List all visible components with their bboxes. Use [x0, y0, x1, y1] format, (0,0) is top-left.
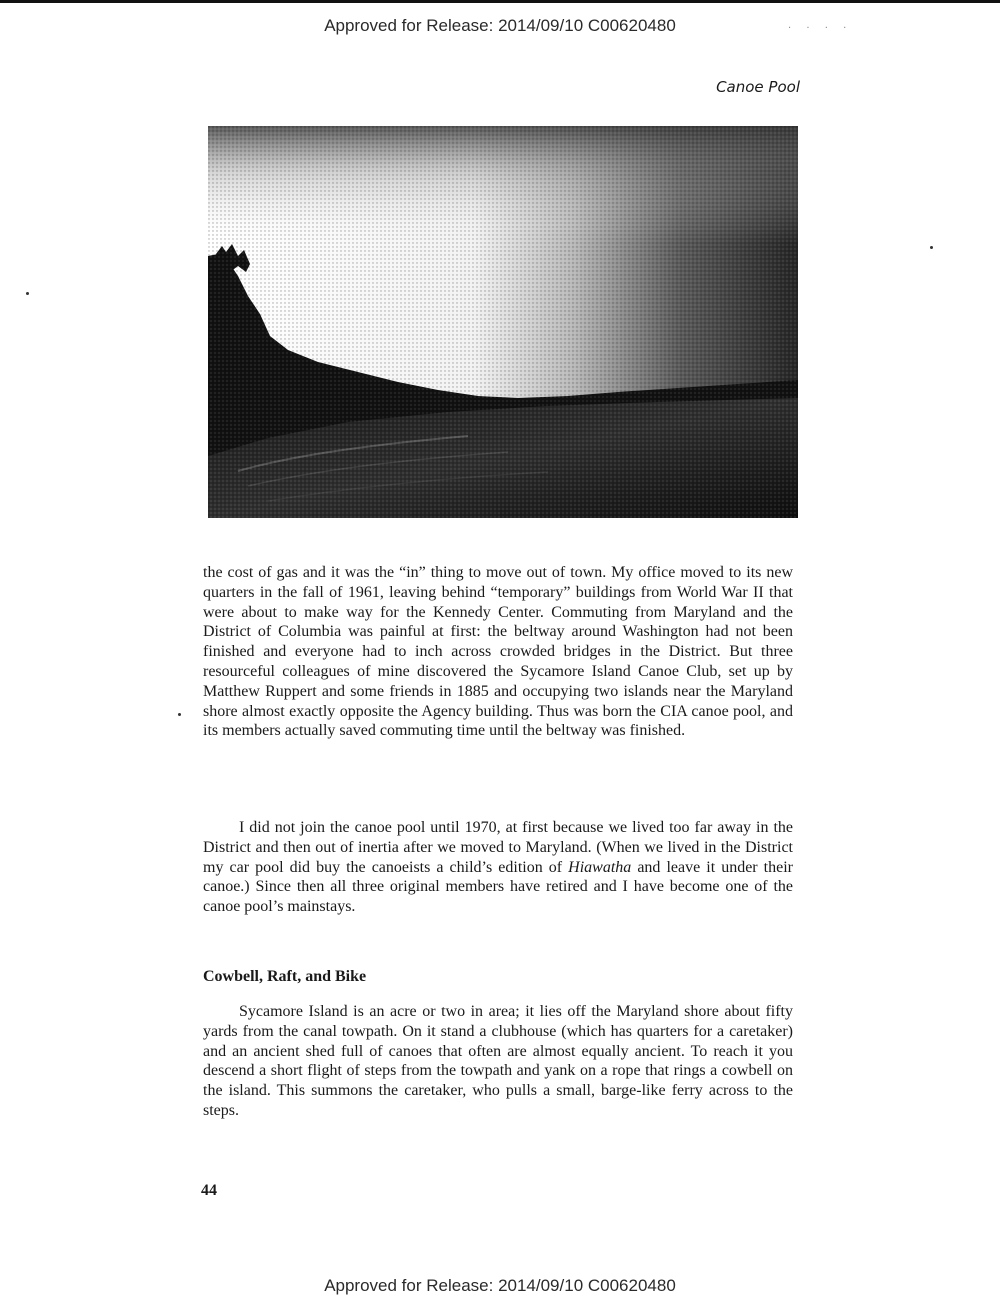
body-paragraph-2 [203, 818, 793, 917]
scan-noise-marks: . . . . [788, 20, 853, 31]
running-head: Canoe Pool [716, 78, 800, 96]
paragraph-2-after-title: and leave it under their canoe.) Since then all three original members have retired and I have become one of the canoe pool’s mainstays. [203, 858, 794, 916]
scan-top-edge [0, 0, 1000, 3]
paragraph-2-text [203, 818, 793, 917]
scan-speck [178, 713, 181, 716]
river-photograph [208, 126, 798, 518]
paragraph-2-before-title: I did not join the canoe pool until 1970, at first because we lived too far away in the District and then out of inertia after we moved to Maryland. (When we lived in the District my car pool did buy the canoeists a child’s edition of [203, 819, 793, 876]
page-number: 44 [201, 1182, 217, 1199]
paragraph-3-text: Sycamore Island is an acre or two in area; it lies off the Maryland shore about fifty yards from the canal towpath. On it stand a clubhouse (which has quarters for a caretaker) and an ancient shed full of canoes that often are almost equally ancient. To reach it you descend a short flight of steps from the towpath and yank on a rope that rings a cowbell on the island. This summons the caretaker, who pulls a small, barge-like ferry across to the steps. [203, 1003, 793, 1119]
scan-speck [26, 292, 29, 295]
section-heading: Cowbell, Raft, and Bike [203, 968, 367, 985]
book-title: Hiawatha [568, 858, 632, 876]
release-stamp-footer: Approved for Release: 2014/09/10 C00620480 [324, 1276, 676, 1295]
body-paragraph-1 [203, 563, 793, 741]
scan-speck [930, 246, 933, 249]
release-stamp-header: Approved for Release: 2014/09/10 C00620480 [324, 16, 676, 35]
body-paragraph-3 [203, 1002, 793, 1121]
paragraph-1-text: the cost of gas and it was the “in” thing to move out of town. My office moved to its new quarters in the fall of 1961, leaving behind “temporary” buildings from World War II that were about to make way for the Kennedy Center. Commuting from Maryland and the District of Columbia was painful at first: the beltway around Washington had not been finished and everyone had to inch across crowded bridges in the District. But three resourceful colleagues of mine discovered the Sycamore Island Canoe Club, set up by Matthew Ruppert and some friends in 1885 and occupying two islands near the Maryland shore almost exactly opposite the Agency building. Thus was born the CIA canoe pool, and its members actually saved commuting time until the beltway was finished. [203, 564, 793, 740]
